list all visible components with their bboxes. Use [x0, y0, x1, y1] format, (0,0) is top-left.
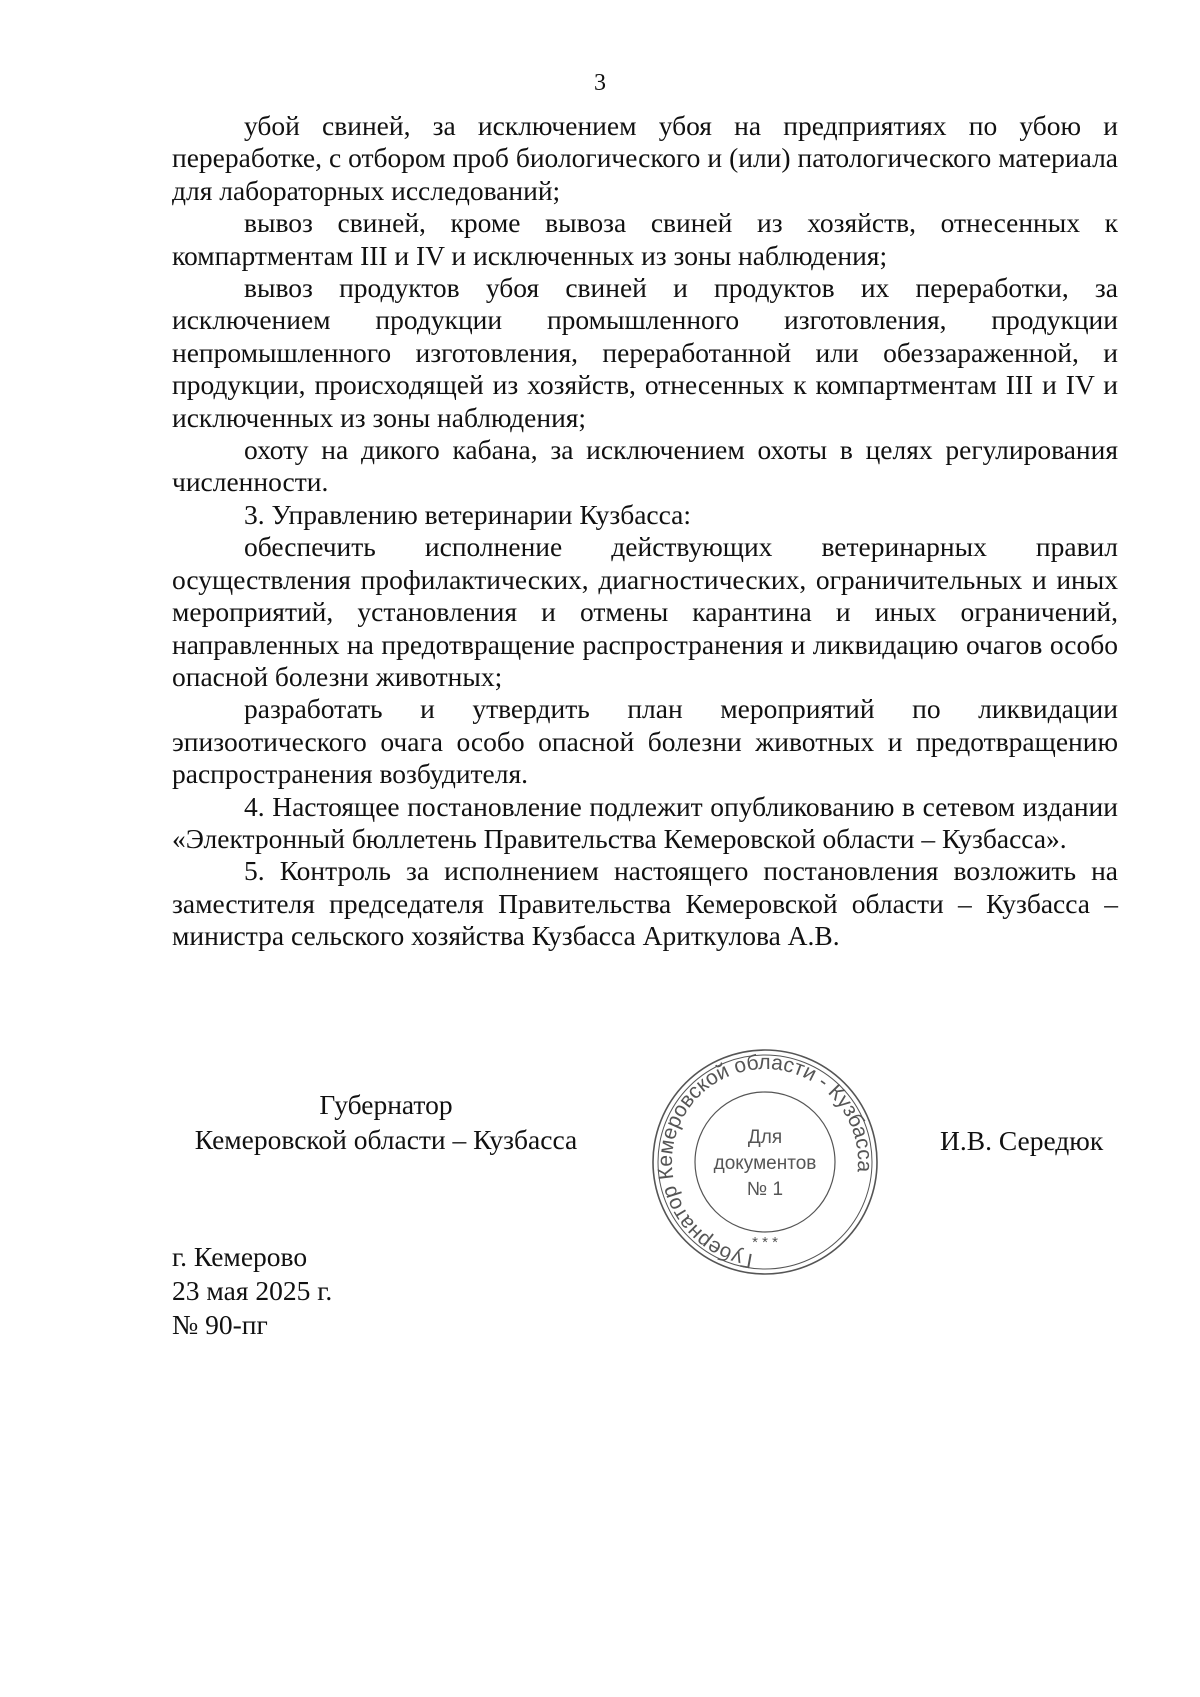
seal-center-line2: документов: [713, 1153, 817, 1174]
place-date-number: [172, 1240, 332, 1342]
paragraph-ensure-rules: обеспечить исполнение действующих ветеринарных правил осуществления профилактических, диагностических, ограничительных и иных мероприятий, установления и отмены карантина и иных ограничений, направленных на предотвращение распространения и ликвидацию очагов особо опасной болезни животных;: [172, 531, 1118, 692]
paragraph-pig-export: вывоз свиней, кроме вывоза свиней из хозяйств, отнесенных к компартментам III и IV и исключенных из зоны наблюдения;: [172, 207, 1118, 271]
paragraph-boar-hunting: охоту на дикого кабана, за исключением охоты в целях регулирования численности.: [172, 434, 1118, 498]
seal-center-line3: № 1: [746, 1179, 784, 1200]
signatory-title-line1: Губернатор: [319, 1089, 453, 1120]
signatory-title-line2: Кемеровской области – Кузбасса: [194, 1124, 578, 1155]
signatory-name: И.В. Середюк: [940, 1125, 1104, 1156]
page-number: 3: [594, 70, 606, 96]
document-city: г. Кемерово: [172, 1241, 308, 1272]
paragraph-item-3: 3. Управлению ветеринарии Кузбасса:: [244, 498, 692, 530]
document-number: № 90-пг: [172, 1309, 268, 1340]
paragraph-item-4: 4. Настоящее постановление подлежит опубликованию в сетевом издании «Электронный бюллетень Правительства Кемеровской области – Кузбасса».: [172, 790, 1118, 854]
seal-ring-text: Губернатор Кемеровской области - Кузбасса: [653, 1050, 877, 1273]
paragraph-pig-slaughter: убой свиней, за исключением убоя на предприятиях по убою и переработке, с отбором проб биологического и (или) патологического материала для лабораторных исследований;: [172, 110, 1118, 206]
official-seal-stamp: [650, 1047, 880, 1277]
paragraph-action-plan: разработать и утвердить план мероприятий по ликвидации эпизоотического очага особо опасной болезни животных и предотвращению распространения возбудителя.: [172, 693, 1118, 790]
paragraph-item-5: 5. Контроль за исполнением настоящего постановления возложить на заместителя председателя Правительства Кемеровской области – Кузбасса – министра сельского хозяйства Кузбасса Ариткулова А.В.: [172, 855, 1118, 952]
signatory-title: [170, 1087, 602, 1157]
seal-center-line1: Для: [747, 1127, 783, 1148]
document-body: [172, 110, 1118, 953]
seal-stars: * * *: [752, 1234, 778, 1251]
paragraph-products-export: вывоз продуктов убоя свиней и продуктов их переработки, за исключением продукции промышленного изготовления, продукции непромышленного изготовления, переработанной или обеззараженной, и продукции, происходящей из хозяйств, отнесенных к компартментам III и IV и исключенных из зоны наблюдения;: [172, 272, 1118, 433]
document-date: 23 мая 2025 г.: [172, 1275, 333, 1306]
